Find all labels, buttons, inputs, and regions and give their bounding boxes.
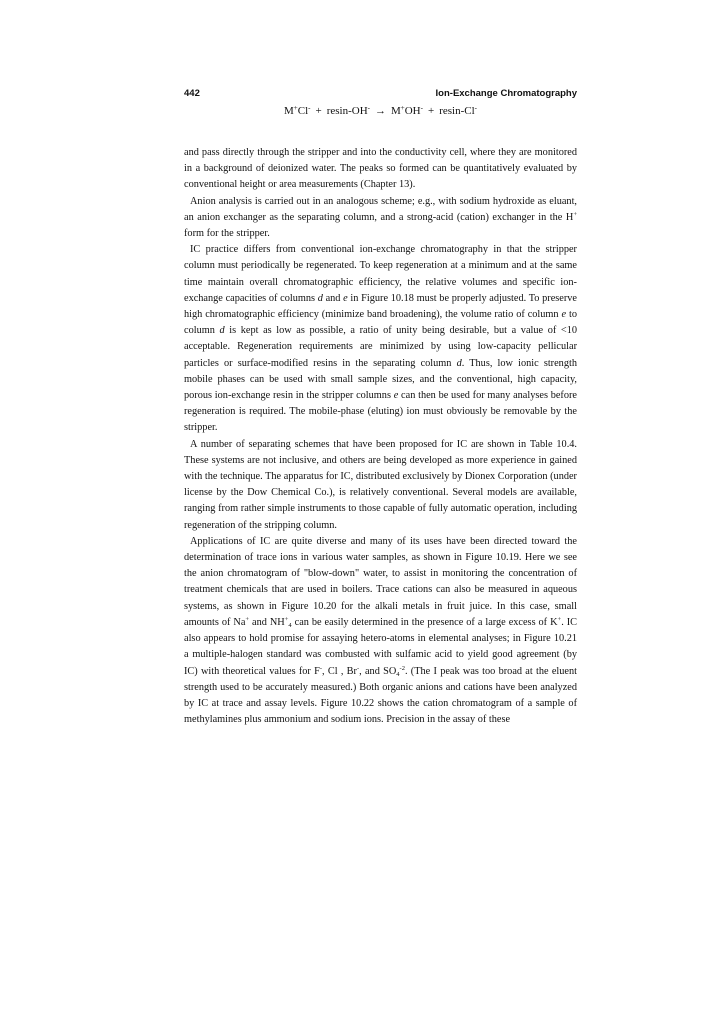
eq-plus-2: + xyxy=(427,105,435,117)
paragraph-3-text-f: . Thus, low ionic strength mobile phases can be used with small sample sizes, and the conventional, high capacity, porous ion-exchange resin in the stripper columns xyxy=(184,357,577,402)
running-head xyxy=(184,88,577,102)
reaction-equation xyxy=(184,105,577,117)
paragraph-4-text: A number of separating schemes that have been proposed for IC are shown in Table 10.4. These systems are not inclusive, and others are being developed as more experience in gained with the technique. The apparatus for IC, distributed exclusively by Dionex Corporation (under license by the Dow Chemical Co.), is relatively conventional. Several models are available, ranging from rather simple instruments to those capable of fully automatic operation, including regeneration of the stripping column. xyxy=(184,438,577,531)
paragraph-2-text-b: form for the stripper. xyxy=(184,228,270,240)
paragraph-5-text-b: and NH xyxy=(249,616,285,628)
paragraph-3-text-e: is kept as low as possible, a ratio of unity being desirable, but a value of <10 acceptable. Regeneration requirements are minimized by using low-capacity pellicular particles or surface-modified resins in the separating column xyxy=(184,325,577,369)
paragraph-3-text-c: in Figure 10.18 must be properly adjusted. To preserve high chromatographic efficiency (minimize band broadening), the volume ratio of column xyxy=(184,292,578,321)
paragraph-5 xyxy=(184,534,577,728)
paragraph-3-column-e: e xyxy=(343,292,348,304)
eq-term4: resin-Cl xyxy=(439,105,475,117)
paragraph-5-sup: + xyxy=(284,615,289,623)
eq-term4-charge: - xyxy=(474,104,477,112)
paragraph-1-text: and pass directly through the stripper and into the conductivity cell, where they are monitored in a background of deionized water. The peaks so formed can be quantitatively evaluated by conventional height or area measurements (Chapter 13). xyxy=(184,147,577,191)
paragraph-3-column-e: e xyxy=(561,309,567,321)
paragraph-5-sup: - xyxy=(356,664,360,672)
paragraph-3-column-d: d xyxy=(219,325,225,337)
paragraph-3-text-b: and xyxy=(322,292,344,304)
paragraph-1 xyxy=(184,145,577,194)
paragraph-3-column-d: d xyxy=(456,357,462,369)
paragraph-5-sup: - xyxy=(319,664,323,672)
paragraph-3-text-d: to column xyxy=(184,309,577,337)
eq-term3-base: M xyxy=(391,105,401,117)
paragraph-3-text-g: can then be used for many analyses before regeneration is required. The mobile-phase (eluting) ion must obviously be removable by the stripper. xyxy=(184,390,577,434)
paragraph-5-sub: 4 xyxy=(396,670,400,678)
eq-term3-ion-charge: - xyxy=(420,104,423,112)
paragraph-3 xyxy=(184,242,577,436)
eq-term1-charge: + xyxy=(293,104,298,112)
paragraph-5-text-f: , and SO xyxy=(359,665,397,677)
eq-term1-ion-charge: - xyxy=(308,104,311,112)
eq-plus-1: + xyxy=(315,105,322,117)
chapter-title: Ion-Exchange Chromatography xyxy=(435,88,577,99)
eq-term3-charge: + xyxy=(400,104,405,112)
paragraph-3-text-a: IC practice differs from conventional ion-exchange chromatography in that the stripper column must periodically be regenerated. To keep regeneration at a minimum and at the same time maintain overall chromatographic efficiency, the relative volumes and specific ion-exchange capacities of columns xyxy=(184,244,577,304)
paragraph-5-text-e: , Cl , Br xyxy=(322,665,357,677)
paragraph-5-sub: 4 xyxy=(288,621,292,629)
paragraph-5-text-d: . IC also appears to hold promise for assaying hetero-atoms in elemental analyses; in Figure 10.21 a multiple-halogen standard was combusted with sulfamic acid to yield good agreement (by IC) with theoretical values for F xyxy=(184,616,578,677)
paragraph-5-sup: + xyxy=(557,615,562,623)
paragraph-5-sup: -2 xyxy=(399,664,405,672)
eq-term1-ion: Cl xyxy=(297,105,309,117)
page-number: 442 xyxy=(184,88,200,99)
paragraph-5-sup: + xyxy=(245,615,250,623)
paragraph-2 xyxy=(184,194,577,243)
paragraph-4 xyxy=(184,437,577,534)
paragraph-5-text-a: Applications of IC are quite diverse and many of its uses have been directed toward the determination of trace ions in various water samples, as shown in Figure 10.19. Here we see the anion chromatogram of "blow-down" water, to assist in monitoring the concentration of treatment chemicals that are used in boilers. Trace cations can also be measured in aqueous systems, as shown in Figure 10.20 for the alkali metals in fruit juice. In this case, small amounts of Na xyxy=(184,535,577,628)
paragraph-3-column-e: e xyxy=(393,390,399,402)
eq-arrow: → xyxy=(375,105,386,117)
paragraph-2-sup: + xyxy=(573,210,577,218)
paragraph-5-text-g: . (The I peak was too broad at the eluent strength used to be accurately measured.) Both organic anions and cations have been analyzed by IC at trace and assay levels. Figure 10.22 shows the cation chromatogram of a sample of methylamines plus ammonium and sodium ions. Precision in the assay of these xyxy=(184,665,577,726)
eq-term3-ion: OH xyxy=(404,105,421,117)
eq-term2-charge: - xyxy=(367,104,370,112)
paragraph-2-text-a: Anion analysis is carried out in an analogous scheme; e.g., with sodium hydroxide as eluant, an anion exchanger as the separating column, and a strong-acid (cation) exchanger in the H xyxy=(184,195,577,223)
paragraph-3-column-d: d xyxy=(317,292,323,304)
paragraph-5-text-c: can be easily determined in the presence of a large excess of K xyxy=(291,616,558,628)
eq-term2: resin-OH xyxy=(326,105,368,117)
body-text xyxy=(184,145,577,728)
eq-term1-base: M xyxy=(284,105,294,117)
